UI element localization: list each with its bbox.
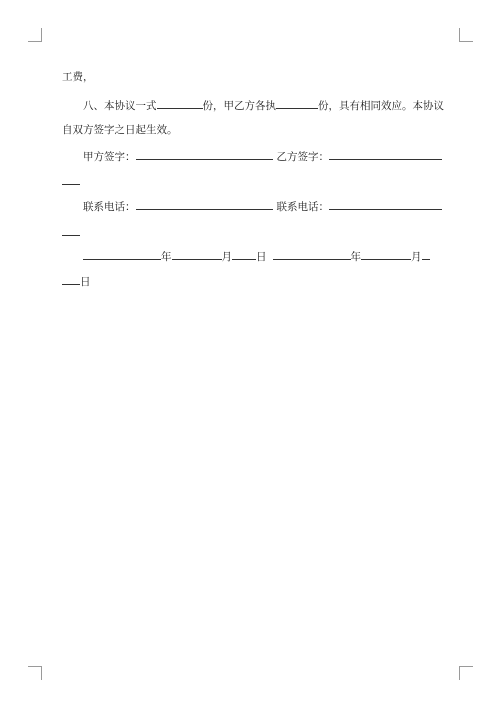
party-b-phone-blank bbox=[329, 198, 442, 210]
crop-mark-bottom-right bbox=[459, 666, 473, 680]
phone-overflow-blank bbox=[62, 224, 80, 236]
party-a-signature-blank bbox=[136, 148, 273, 160]
signature-line bbox=[83, 148, 442, 164]
clause-8-line bbox=[83, 97, 444, 113]
party-a-year-label: 年 bbox=[161, 251, 172, 263]
fee-text: 工费， bbox=[62, 71, 94, 83]
party-b-day-blank-cont bbox=[62, 273, 80, 285]
party-b-signature-blank bbox=[329, 148, 442, 160]
party-a-month-label: 月 bbox=[221, 251, 232, 263]
signature-overflow-blank bbox=[62, 173, 80, 185]
party-b-month-label: 月 bbox=[411, 251, 422, 263]
party-b-year-label: 年 bbox=[350, 251, 361, 263]
clause-8-continuation: 自双方签字之日起生效。 bbox=[62, 124, 178, 136]
party-a-day-label: 日 bbox=[256, 251, 267, 263]
each-copies-blank bbox=[276, 97, 318, 109]
phone-line bbox=[83, 198, 442, 214]
crop-mark-bottom-left bbox=[28, 666, 42, 680]
party-b-year-blank bbox=[273, 248, 351, 260]
clause-8-each-unit: 份，具有相同效应。本协议 bbox=[318, 100, 444, 112]
party-a-year-blank bbox=[83, 248, 161, 260]
date-overflow-line bbox=[62, 273, 91, 289]
party-b-signature-label: 乙方签字： bbox=[276, 151, 329, 163]
phone-overflow-line bbox=[62, 224, 80, 240]
party-b-day-label: 日 bbox=[80, 276, 91, 288]
date-line bbox=[83, 248, 430, 264]
party-a-phone-label: 联系电话： bbox=[83, 201, 136, 213]
text-line-fee bbox=[62, 70, 94, 84]
clause-8-continuation-line bbox=[62, 123, 178, 137]
party-a-signature-label: 甲方签字： bbox=[83, 151, 136, 163]
signature-overflow-line bbox=[62, 173, 80, 189]
crop-mark-top-right bbox=[459, 28, 473, 42]
party-a-month-blank bbox=[172, 248, 222, 260]
party-b-phone-label: 联系电话： bbox=[276, 201, 329, 213]
clause-8-prefix: 八、本协议一式 bbox=[83, 100, 157, 112]
crop-mark-top-left bbox=[28, 28, 42, 42]
party-b-month-blank bbox=[361, 248, 411, 260]
party-b-day-blank bbox=[422, 248, 430, 260]
party-a-phone-blank bbox=[136, 198, 273, 210]
clause-8-copies-unit: 份，甲乙方各执 bbox=[202, 100, 276, 112]
copies-blank bbox=[157, 97, 203, 109]
party-a-day-blank bbox=[232, 248, 256, 260]
